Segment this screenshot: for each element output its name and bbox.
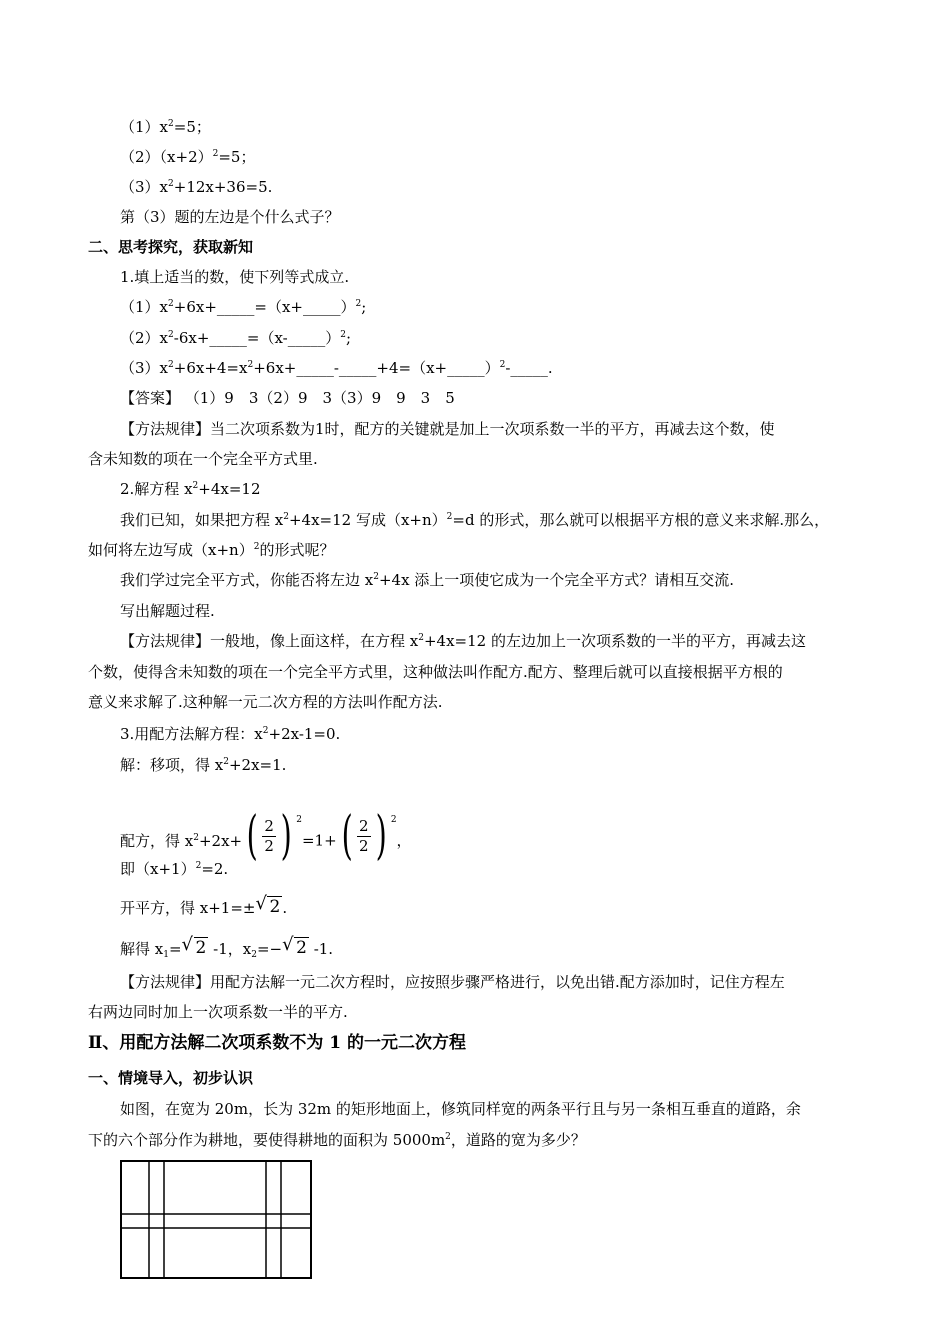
paragraph-3: 写出解题过程. (120, 602, 215, 620)
sqrt-2-b: √ 2 (282, 938, 309, 958)
fraction-term-right: ( $\frac{2}{2}$ ) $^2$ (341, 806, 397, 866)
solution-step-3: 即$(x+1)^2=2$. (120, 860, 229, 878)
solution-step-2: 配方，得 $x^2+2x+$( $\frac{2}{2}$ ) $^2$=1+( $\frac{2}{2}$ ) $^2$， (120, 790, 412, 850)
solution-step-4: 开平方，得 x+1=±√ 2 . (120, 897, 287, 918)
solution-step-5: 解得 $x_1=√$ 2 -1，$x_2=-√$ 2 -1. (120, 938, 333, 959)
fraction-term-left: ( $\frac{2}{2}$ ) $^2$ (246, 806, 302, 866)
fill-equation-1: $(1)x^2+6x+\_\_\_\_\_=(x+\_\_\_\_\_)^2$; (120, 298, 367, 316)
paragraph-1: 我们已知，如果把方程 $x^2+4x=12$ 写成$(x+n)^2=d$ 的形式，那么就可以根据平方根的意义来求解.那么， (120, 511, 830, 529)
section-heading-ii: Ⅱ、用配方法解二次项系数不为 1 的一元二次方程 (88, 1033, 466, 1053)
fill-equation-2: $(2)x^2-6x+\_\_\_\_\_=(x-\_\_\_\_\_)^2$; (120, 329, 352, 347)
paragraph-1-cont: 如何将左边写成$(x+n)^2$的形式呢？ (88, 541, 335, 559)
method-rule-3: 【方法规律】用配方法解一元二次方程时，应按照步骤严格进行，以免出错.配方添加时，记住方程左 (120, 973, 785, 991)
problem-statement-cont: 下的六个部分作为耕地，要使得耕地的面积为 $5000m^2$，道路的宽为多少？ (88, 1131, 586, 1149)
task-1: 1.填上适当的数，使下列等式成立. (120, 268, 350, 286)
equation-1: $(1)x^2=5$； (120, 118, 211, 136)
section-heading-explore: 二、思考探究，获取新知 (88, 238, 254, 256)
task-2: 2.解方程 $x^2+4x=12$ (120, 480, 261, 498)
task-3: 3.用配方法解方程：$x^2+2x-1=0$. (120, 725, 341, 743)
solution-step-1: 解：移项，得 $x^2+2x=1$. (120, 756, 287, 774)
paragraph-2: 我们学过完全平方式，你能否将左边 $x^2+4x$ 添上一项使它成为一个完全平方式？请相互交流. (120, 571, 735, 589)
method-rule-2-line3: 意义来求解了.这种解一元二次方程的方法叫作配方法. (88, 693, 443, 711)
answer: 【答案】 （1）9 3（2）9 3（3）9 9 3 5 (120, 389, 455, 407)
method-rule-2: 【方法规律】一般地，像上面这样，在方程 $x^2+4x=12$ 的左边加上一次项系数的一半的平方，再减去这 (120, 632, 806, 650)
equation-3: $(3)x^2+12x+36=5$. (120, 178, 273, 196)
sqrt-2: √ 2 (255, 897, 282, 917)
subsection-heading: 一、情境导入，初步认识 (88, 1069, 254, 1087)
fill-equation-3: $(3)x^2+6x+4=x^2+6x+\_\_\_\_\_-\_\_\_\_\_+4=(x+\_\_\_\_\_)^2-\_\_\_\_\_$. (120, 359, 553, 377)
method-rule-3-cont: 右两边同时加上一次项系数一半的平方. (88, 1003, 348, 1021)
problem-statement: 如图，在宽为 20m，长为 32m 的矩形地面上，修筑同样宽的两条平行且与另一条相互垂直的道路，余 (120, 1100, 801, 1118)
method-rule-2-line2: 个数，使得含未知数的项在一个完全平方式里，这种做法叫作配方.配方、整理后就可以直接根据平方根的 (88, 663, 783, 681)
equation-2: $(2)(x+2)^2=5$； (120, 148, 256, 166)
sqrt-2-a: √ 2 (182, 938, 209, 958)
field-diagram (118, 1158, 314, 1282)
method-rule-1-cont: 含未知数的项在一个完全平方式里. (88, 450, 318, 468)
intro-question: 第（3）题的左边是个什么式子？ (120, 208, 340, 226)
method-rule-1: 【方法规律】当二次项系数为1时，配方的关键就是加上一次项系数一半的平方，再减去这个数，使 (120, 420, 775, 438)
